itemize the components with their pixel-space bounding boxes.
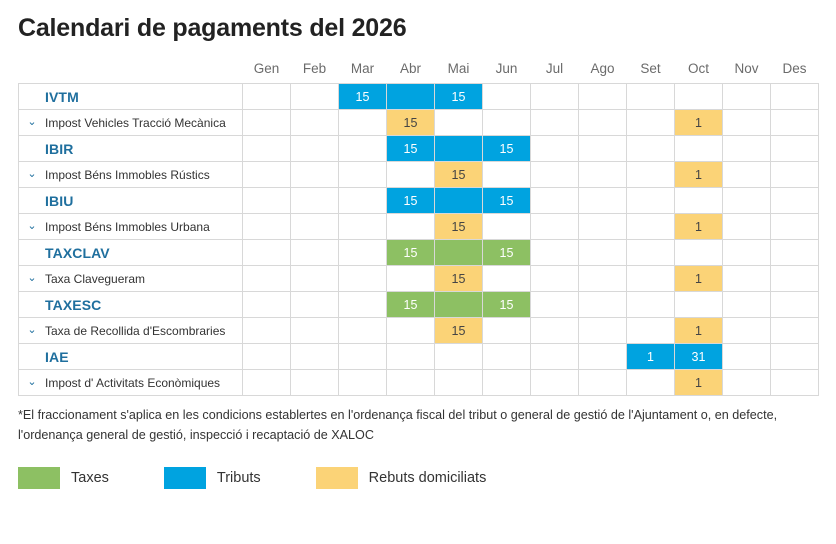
chevron-down-icon[interactable]: ⌄ xyxy=(27,168,37,180)
tax-code-cell[interactable] xyxy=(19,292,243,318)
payment-cell-jun[interactable]: 15 xyxy=(483,188,531,214)
empty-cell xyxy=(387,370,435,396)
payment-cell-mai[interactable]: 15 xyxy=(435,318,483,344)
legend-label: Taxes xyxy=(71,470,109,487)
empty-cell xyxy=(771,84,819,110)
empty-cell xyxy=(483,318,531,344)
empty-cell xyxy=(291,318,339,344)
payment-cell-mai[interactable] xyxy=(435,136,483,162)
table-row xyxy=(19,370,819,396)
empty-cell xyxy=(387,266,435,292)
empty-cell xyxy=(723,188,771,214)
empty-cell xyxy=(579,188,627,214)
tax-code-cell[interactable] xyxy=(19,84,243,110)
payment-cell-mai[interactable]: 15 xyxy=(435,266,483,292)
empty-cell xyxy=(435,344,483,370)
empty-cell xyxy=(723,266,771,292)
footnote: *El fraccionament s'aplica en les condicions establertes en l'ordenança fiscal del tribut o general de gestió de l'Ajuntament o, en defecte, l'ordenança general de gestió, inspecció i recaptació de XALOC xyxy=(18,408,778,442)
empty-cell xyxy=(771,292,819,318)
empty-cell xyxy=(675,292,723,318)
empty-cell xyxy=(531,318,579,344)
table-body xyxy=(19,84,819,396)
empty-cell xyxy=(723,162,771,188)
row-label: TAXCLAV xyxy=(45,244,110,261)
payment-cell-oct[interactable]: 31 xyxy=(675,344,723,370)
payment-cell-abr[interactable]: 15 xyxy=(387,188,435,214)
calendar-page xyxy=(0,14,836,544)
payment-cell-set[interactable]: 1 xyxy=(627,344,675,370)
empty-cell xyxy=(483,344,531,370)
empty-cell xyxy=(339,214,387,240)
empty-cell xyxy=(627,162,675,188)
payment-cell-jun[interactable]: 15 xyxy=(483,136,531,162)
month-header-nov: Nov xyxy=(723,61,771,84)
table-row xyxy=(19,292,819,318)
payment-cell-abr[interactable] xyxy=(387,84,435,110)
legend-swatch-taxes xyxy=(18,467,60,489)
empty-cell xyxy=(771,188,819,214)
empty-cell xyxy=(579,266,627,292)
legend-swatch-rebuts xyxy=(316,467,358,489)
empty-cell xyxy=(771,344,819,370)
empty-cell xyxy=(579,292,627,318)
payment-cell-jun[interactable]: 15 xyxy=(483,292,531,318)
empty-cell xyxy=(675,136,723,162)
empty-cell xyxy=(291,136,339,162)
empty-cell xyxy=(243,292,291,318)
empty-cell xyxy=(627,84,675,110)
month-header-row xyxy=(19,61,819,84)
payment-cell-oct[interactable]: 1 xyxy=(675,162,723,188)
header-spacer xyxy=(19,61,243,84)
empty-cell xyxy=(483,110,531,136)
empty-cell xyxy=(243,188,291,214)
empty-cell xyxy=(723,370,771,396)
table-row xyxy=(19,266,819,292)
payment-cell-mai[interactable]: 15 xyxy=(435,214,483,240)
empty-cell xyxy=(723,110,771,136)
empty-cell xyxy=(627,266,675,292)
chevron-down-icon[interactable]: ⌄ xyxy=(27,324,37,336)
empty-cell xyxy=(243,266,291,292)
payment-cell-abr[interactable]: 15 xyxy=(387,240,435,266)
empty-cell xyxy=(243,370,291,396)
empty-cell xyxy=(531,214,579,240)
empty-cell xyxy=(339,240,387,266)
empty-cell xyxy=(579,84,627,110)
payment-cell-abr[interactable]: 15 xyxy=(387,110,435,136)
month-header-feb: Feb xyxy=(291,61,339,84)
empty-cell xyxy=(627,240,675,266)
page-title: Calendari de pagaments del 2026 xyxy=(18,14,407,42)
empty-cell xyxy=(627,292,675,318)
payment-cell-mai[interactable] xyxy=(435,188,483,214)
empty-cell xyxy=(771,110,819,136)
chevron-down-icon[interactable]: ⌄ xyxy=(27,376,37,388)
empty-cell xyxy=(579,162,627,188)
row-label: Impost Béns Immobles Rústics xyxy=(45,167,210,182)
row-label: Impost Béns Immobles Urbana xyxy=(45,219,210,234)
row-label: IVTM xyxy=(45,88,79,105)
empty-cell xyxy=(435,110,483,136)
tax-code-cell[interactable] xyxy=(19,136,243,162)
empty-cell xyxy=(387,318,435,344)
empty-cell xyxy=(291,84,339,110)
empty-cell xyxy=(579,370,627,396)
empty-cell xyxy=(675,240,723,266)
empty-cell xyxy=(483,370,531,396)
legend-item-tributs xyxy=(164,467,261,489)
table-row xyxy=(19,318,819,344)
empty-cell xyxy=(627,370,675,396)
empty-cell xyxy=(339,188,387,214)
empty-cell xyxy=(291,266,339,292)
payment-cell-oct[interactable]: 1 xyxy=(675,110,723,136)
month-header-des: Des xyxy=(771,61,819,84)
tax-name-cell[interactable] xyxy=(19,214,243,240)
tax-name-cell[interactable] xyxy=(19,110,243,136)
empty-cell xyxy=(243,240,291,266)
empty-cell xyxy=(531,266,579,292)
empty-cell xyxy=(339,370,387,396)
empty-cell xyxy=(531,292,579,318)
table-row xyxy=(19,84,819,110)
month-header-mar: Mar xyxy=(339,61,387,84)
empty-cell xyxy=(243,344,291,370)
empty-cell xyxy=(483,162,531,188)
empty-cell xyxy=(723,292,771,318)
table-row xyxy=(19,110,819,136)
row-label: Taxa de Recollida d'Escombraries xyxy=(45,323,226,338)
empty-cell xyxy=(531,162,579,188)
row-label: Impost Vehicles Tracció Mecànica xyxy=(45,115,226,130)
empty-cell xyxy=(531,136,579,162)
empty-cell xyxy=(771,318,819,344)
empty-cell xyxy=(723,318,771,344)
empty-cell xyxy=(579,318,627,344)
month-header-abr: Abr xyxy=(387,61,435,84)
empty-cell xyxy=(723,84,771,110)
payment-cell-mai[interactable]: 15 xyxy=(435,162,483,188)
empty-cell xyxy=(339,162,387,188)
empty-cell xyxy=(531,370,579,396)
row-label: IBIU xyxy=(45,192,74,209)
empty-cell xyxy=(291,370,339,396)
empty-cell xyxy=(387,162,435,188)
table-row xyxy=(19,344,819,370)
empty-cell xyxy=(387,214,435,240)
payment-cell-mai[interactable] xyxy=(435,292,483,318)
empty-cell xyxy=(339,292,387,318)
empty-cell xyxy=(483,266,531,292)
empty-cell xyxy=(243,110,291,136)
table-row xyxy=(19,162,819,188)
empty-cell xyxy=(339,344,387,370)
legend-label: Rebuts domiciliats xyxy=(368,470,487,487)
payment-cell-abr[interactable]: 15 xyxy=(387,292,435,318)
empty-cell xyxy=(627,318,675,344)
payment-cell-mar[interactable]: 15 xyxy=(339,84,387,110)
empty-cell xyxy=(291,292,339,318)
empty-cell xyxy=(339,318,387,344)
row-label: IAE xyxy=(45,348,69,365)
empty-cell xyxy=(723,344,771,370)
month-header-gen: Gen xyxy=(243,61,291,84)
empty-cell xyxy=(291,214,339,240)
empty-cell xyxy=(531,344,579,370)
empty-cell xyxy=(579,136,627,162)
empty-cell xyxy=(579,214,627,240)
empty-cell xyxy=(435,370,483,396)
empty-cell xyxy=(243,318,291,344)
chevron-down-icon[interactable]: ⌄ xyxy=(27,116,37,128)
empty-cell xyxy=(339,110,387,136)
empty-cell xyxy=(531,110,579,136)
table-row xyxy=(19,240,819,266)
empty-cell xyxy=(771,214,819,240)
tax-code-cell[interactable] xyxy=(19,344,243,370)
empty-cell xyxy=(531,84,579,110)
legend-item-rebuts xyxy=(316,467,487,489)
table-row xyxy=(19,188,819,214)
table-row xyxy=(19,214,819,240)
empty-cell xyxy=(243,214,291,240)
empty-cell xyxy=(627,110,675,136)
tax-name-cell[interactable] xyxy=(19,370,243,396)
row-label: TAXESC xyxy=(45,296,102,313)
empty-cell xyxy=(771,136,819,162)
payment-cell-oct[interactable]: 1 xyxy=(675,318,723,344)
table-header xyxy=(19,61,819,84)
month-header-set: Set xyxy=(627,61,675,84)
empty-cell xyxy=(339,136,387,162)
chevron-down-icon[interactable]: ⌄ xyxy=(27,272,37,284)
empty-cell xyxy=(627,214,675,240)
tax-code-cell[interactable] xyxy=(19,240,243,266)
legend-swatch-tributs xyxy=(164,467,206,489)
empty-cell xyxy=(339,266,387,292)
empty-cell xyxy=(675,84,723,110)
tax-code-cell[interactable] xyxy=(19,188,243,214)
empty-cell xyxy=(291,240,339,266)
empty-cell xyxy=(291,344,339,370)
row-label: Impost d' Activitats Econòmiques xyxy=(45,375,221,390)
month-header-jun: Jun xyxy=(483,61,531,84)
payment-calendar-table xyxy=(18,61,819,396)
payment-cell-oct[interactable]: 1 xyxy=(675,214,723,240)
empty-cell xyxy=(291,162,339,188)
empty-cell xyxy=(291,110,339,136)
tax-name-cell[interactable] xyxy=(19,266,243,292)
month-header-ago: Ago xyxy=(579,61,627,84)
payment-cell-oct[interactable]: 1 xyxy=(675,370,723,396)
payment-cell-mai[interactable]: 15 xyxy=(435,84,483,110)
month-header-mai: Mai xyxy=(435,61,483,84)
empty-cell xyxy=(675,188,723,214)
legend xyxy=(18,467,818,489)
payment-cell-mai[interactable] xyxy=(435,240,483,266)
empty-cell xyxy=(531,188,579,214)
empty-cell xyxy=(243,162,291,188)
empty-cell xyxy=(531,240,579,266)
payment-cell-jun[interactable]: 15 xyxy=(483,240,531,266)
empty-cell xyxy=(579,344,627,370)
empty-cell xyxy=(627,136,675,162)
empty-cell xyxy=(771,266,819,292)
empty-cell xyxy=(483,84,531,110)
empty-cell xyxy=(579,110,627,136)
payment-cell-oct[interactable]: 1 xyxy=(675,266,723,292)
chevron-down-icon[interactable]: ⌄ xyxy=(27,220,37,232)
empty-cell xyxy=(579,240,627,266)
empty-cell xyxy=(723,136,771,162)
empty-cell xyxy=(483,214,531,240)
legend-label: Tributs xyxy=(216,470,261,487)
payment-cell-abr[interactable]: 15 xyxy=(387,136,435,162)
tax-name-cell[interactable] xyxy=(19,162,243,188)
empty-cell xyxy=(771,240,819,266)
legend-item-taxes xyxy=(18,467,109,489)
month-header-oct: Oct xyxy=(675,61,723,84)
empty-cell xyxy=(243,84,291,110)
empty-cell xyxy=(723,214,771,240)
empty-cell xyxy=(291,188,339,214)
tax-name-cell[interactable] xyxy=(19,318,243,344)
row-label: IBIR xyxy=(45,140,74,157)
empty-cell xyxy=(387,344,435,370)
table-row xyxy=(19,136,819,162)
empty-cell xyxy=(243,136,291,162)
month-header-jul: Jul xyxy=(531,61,579,84)
empty-cell xyxy=(771,370,819,396)
empty-cell xyxy=(771,162,819,188)
row-label: Taxa Clavegueram xyxy=(45,271,146,286)
empty-cell xyxy=(723,240,771,266)
empty-cell xyxy=(627,188,675,214)
